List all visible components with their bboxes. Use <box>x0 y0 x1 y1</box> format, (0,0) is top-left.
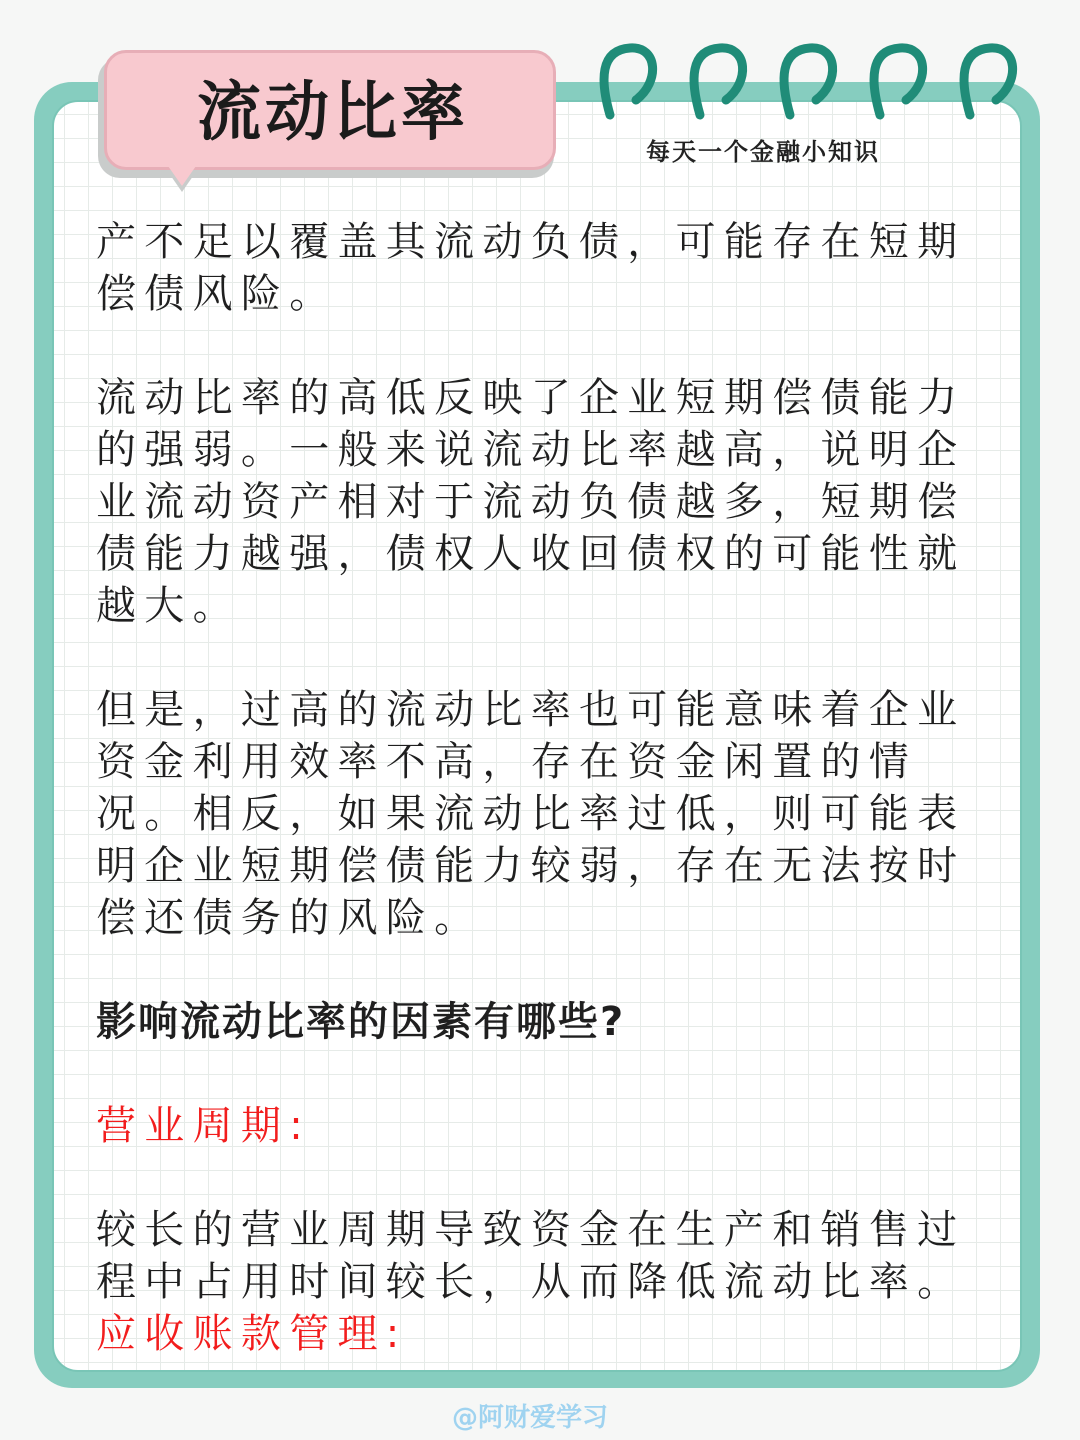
page-subtitle: 每天一个金融小知识 <box>646 138 880 166</box>
paragraph-gap <box>96 1048 966 1100</box>
section-question: 影响流动比率的因素有哪些? <box>96 999 626 1045</box>
factor-1-title: 营业周期: <box>96 1103 311 1149</box>
paragraph-3: 但是，过高的流动比率也可能意味着企业资金利用效率不高，存在资金闲置的情况。相反，如果流动比率过低，则可能表明企业短期偿债能力较弱，存在无法按时偿还债务的风险。 <box>96 687 966 941</box>
paragraph-gap <box>96 320 966 372</box>
paragraph-gap <box>96 1152 966 1204</box>
title-badge-tail <box>168 166 196 186</box>
title-badge-box <box>104 50 556 170</box>
factor-2-title: 应收账款管理: <box>96 1311 408 1357</box>
factor-1-text: 较长的营业周期导致资金在生产和销售过程中占用时间较长，从而降低流动比率。 <box>96 1207 966 1305</box>
paragraph-gap <box>96 944 966 996</box>
paragraph-gap <box>96 632 966 684</box>
article-body <box>96 216 966 1360</box>
ring-2 <box>694 48 743 115</box>
paragraph-2: 流动比率的高低反映了企业短期偿债能力的强弱。一般来说流动比率越高，说明企业流动资产相对于流动负债越多，短期偿债能力越强，债权人收回债权的可能性就越大。 <box>96 375 966 629</box>
ring-4 <box>874 48 923 115</box>
ring-5 <box>964 48 1013 115</box>
author-watermark: @阿财爱学习 <box>452 1403 609 1433</box>
title-badge <box>98 50 560 182</box>
ring-1 <box>604 48 653 115</box>
notebook-rings <box>590 30 1030 140</box>
ring-3 <box>784 48 833 115</box>
page-title: 流动比率 <box>197 76 469 150</box>
paragraph-1: 产不足以覆盖其流动负债，可能存在短期偿债风险。 <box>96 219 966 317</box>
